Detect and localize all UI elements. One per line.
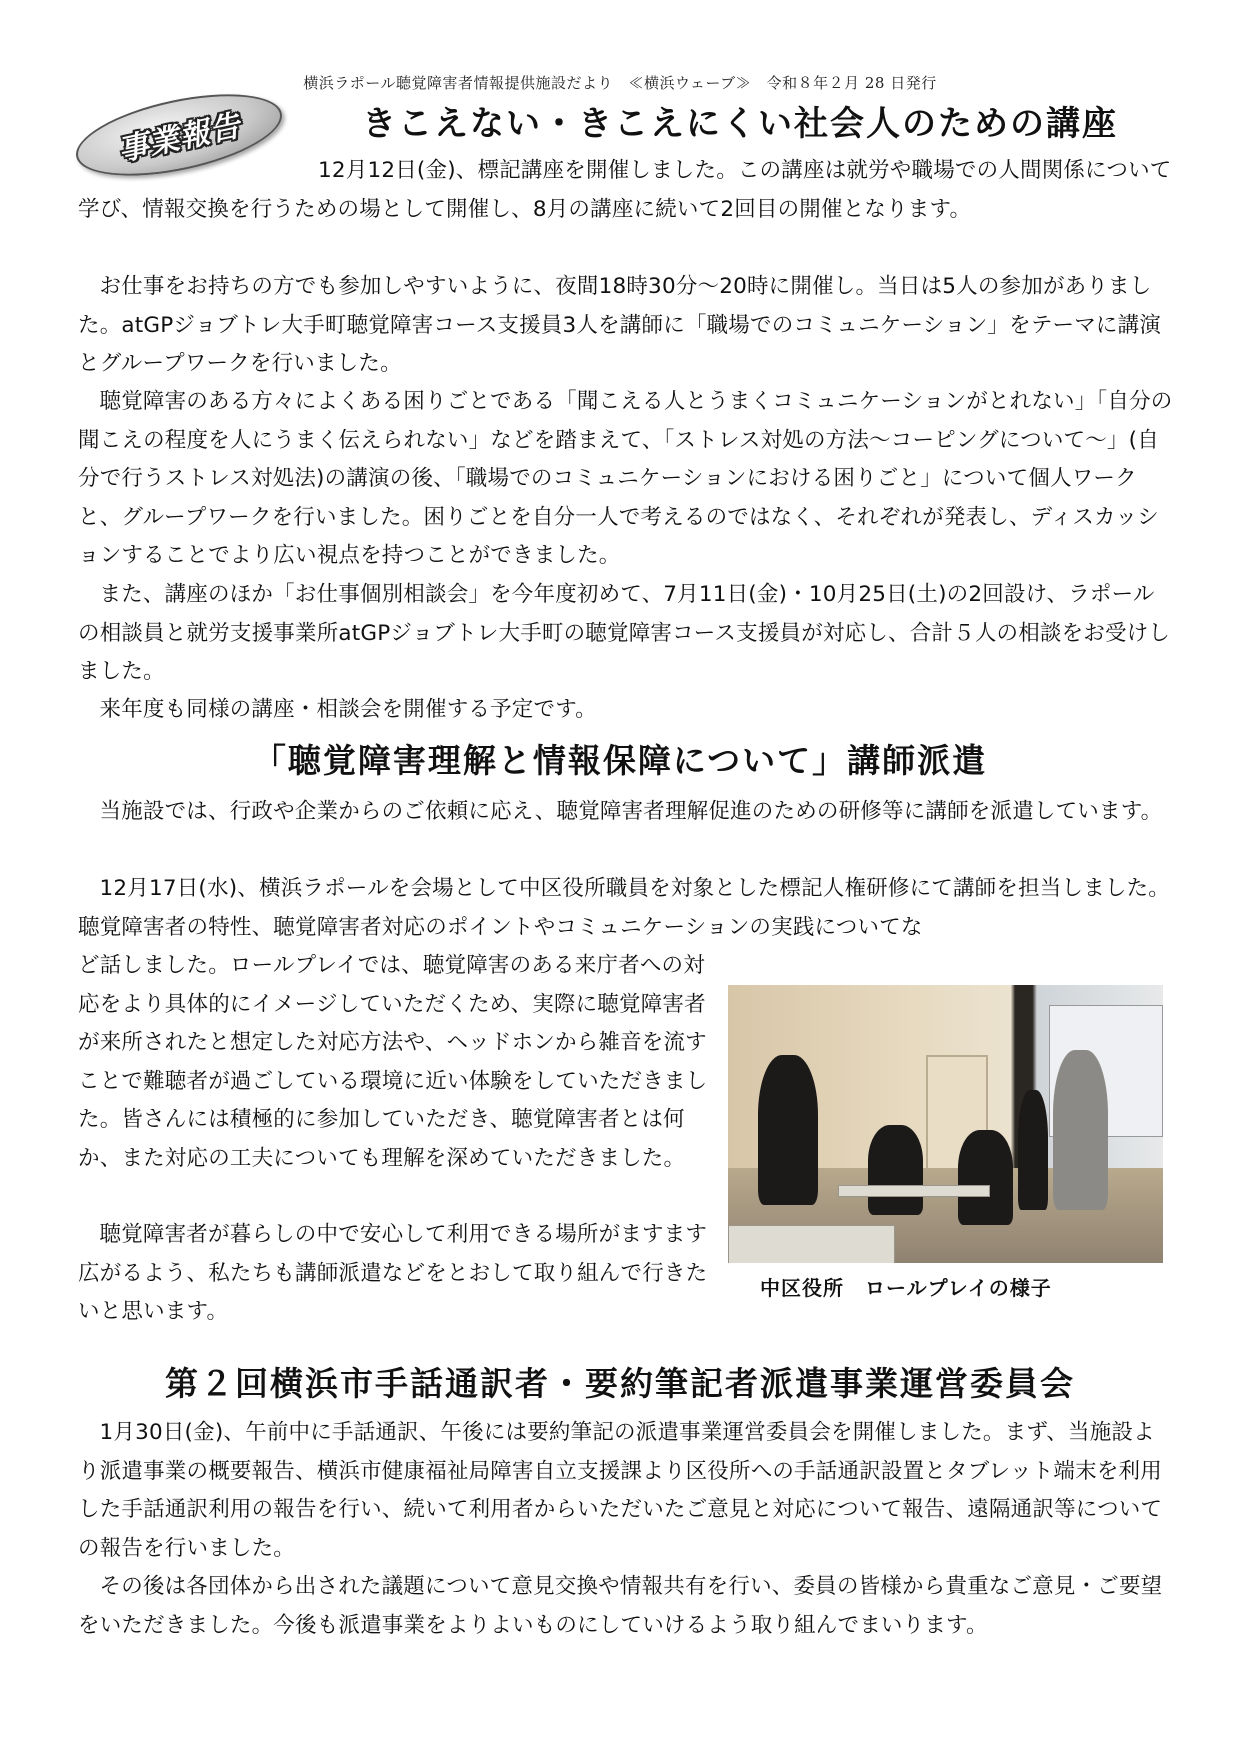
section2-paragraph-2-continued: ど話しました。ロールプレイでは、聴覚障害のある来庁者への対応をより具体的にイメージしていただくため、実際に聴覚障害者が来所されたと想定した対応方法や、ヘッドホンから雑音を流すことで難聴者が過ごしている環境に近い体験をしていただきました。皆さんには積極的に参加していただき、聴覚障害者とは何か、また対応の工夫についても理解を深めていただきました。 xyxy=(78,953,708,1171)
section1-paragraph-4: また、講座のほか「お仕事個別相談会」を今年度初めて、7月11日(金)・10月25日(土)の2回設け、ラポールの相談員と就労支援事業所atGPジョブトレ大手町の聴覚障害コース支援員が対応し、合計５人の相談をお受けしました。 xyxy=(78,582,1171,684)
photo-table xyxy=(728,1225,895,1263)
section2-title: 「聴覚障害理解と情報保障について」講師派遣 xyxy=(252,741,988,780)
section1-title: きこえない・きこえにくい社会人のための講座 xyxy=(362,104,1118,144)
section3-paragraph-2: その後は各団体から出された議題について意見交換や情報共有を行い、委員の皆様から貴重なご意見・ご要望をいただきました。今後も派遣事業をよりよいものにしていけるよう取り組んでまいります。 xyxy=(78,1574,1163,1638)
photo-person-seated xyxy=(868,1125,923,1215)
photo-table xyxy=(838,1185,990,1197)
photo-person-seated xyxy=(958,1130,1013,1225)
section2-paragraph-2: 12月17日(水)、横浜ラポールを会場として中区役所職員を対象とした標記人権研修にて講師を担当しました。聴覚障害者の特性、聴覚障害者対応のポイントやコミュニケーションの実践についてな xyxy=(78,876,1170,940)
section1-paragraph-5: 来年度も同様の講座・相談会を開催する予定です。 xyxy=(99,697,597,722)
photo-person-standing xyxy=(1053,1050,1108,1210)
section1-paragraph-2: お仕事をお持ちの方でも参加しやすいように、夜間18時30分～20時に開催し。当日は5人の参加がありました。atGPジョブトレ大手町聴覚障害コース支援員3人を講師に「職場でのコミュニケーション」をテーマに講演とグループワークを行いました。 xyxy=(78,274,1162,376)
photo-caption: 中区役所 ロールプレイの様子 xyxy=(760,1276,1052,1300)
section2-paragraph-3: 聴覚障害者が暮らしの中で安心して利用できる場所がますます広がるよう、私たちも講師派遣などをとおして取り組んで行きたいと思います。 xyxy=(78,1222,708,1324)
section1-paragraph-3: 聴覚障害のある方々によくある困りごとである「聞こえる人とうまくコミュニケーションがとれない」「自分の聞こえの程度を人にうまく伝えられない」などを踏まえて、「ストレス対処の方法～コーピングについて～」(自分で行うストレス対処法)の講演の後、「職場でのコミュニケーションにおける困りごと」について個人ワークと、グループワークを行いました。困りごとを自分一人で考えるのではなく、それぞれが発表し、ディスカッションすることでより広い視点を持つことができました。 xyxy=(78,389,1173,568)
roleplay-photo xyxy=(728,985,1163,1263)
section1-paragraph-1: 12月12日(金)、標記講座を開催しました。この講座は就労や職場での人間関係について学び、情報交換を行うための場として開催し、8月の講座に続いて2回目の開催となります。 xyxy=(78,158,1172,222)
badge-label: 事業報告 xyxy=(115,108,245,169)
photo-person-standing xyxy=(758,1055,818,1205)
section3-paragraph-1: 1月30日(金)、午前中に手話通訳、午後には要約筆記の派遣事業運営委員会を開催しました。まず、当施設より派遣事業の概要報告、横浜市健康福祉局障害自立支援課より区役所への手話通訳設置とタブレット端末を利用した手話通訳利用の報告を行い、続いて利用者からいただいたご意見と対応について報告、遠隔通訳等についての報告を行いました。 xyxy=(78,1420,1163,1561)
section2-paragraph-1: 当施設では、行政や企業からのご依頼に応え、聴覚障害者理解促進のための研修等に講師を派遣しています。 xyxy=(99,799,1163,824)
section3-title: 第２回横浜市手話通訳者・要約筆記者派遣事業運営委員会 xyxy=(165,1364,1075,1403)
photo-person-standing xyxy=(1018,1090,1048,1210)
publication-header: 横浜ラポール聴覚障害者情報提供施設だより ≪横浜ウェーブ≫ 令和８年２月 28 日発行 xyxy=(303,74,937,92)
